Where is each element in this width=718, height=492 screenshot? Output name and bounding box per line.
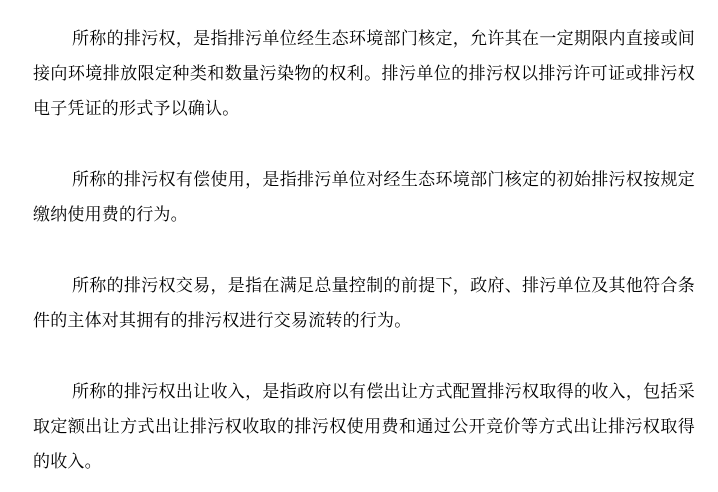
paragraph-definition-trading: 所称的排污权交易，是指在满足总量控制的前提下，政府、排污单位及其他符合条件的主体对其拥有的排污权进行交易流转的行为。: [33, 276, 695, 330]
paragraph-definition-paid-use: 所称的排污权有偿使用，是指排污单位对经生态环境部门核定的初始排污权按规定缴纳使用费的行为。: [33, 170, 695, 224]
paragraph-definition-discharge-right: 所称的排污权，是指排污单位经生态环境部门核定，允许其在一定期限内直接或间接向环境排放限定种类和数量污染物的权利。排污单位的排污权以排污许可证或排污权电子凭证的形式予以确认。: [33, 29, 695, 118]
paragraph-definition-transfer-income: 所称的排污权出让收入，是指政府以有偿出让方式配置排污权取得的收入，包括采取定额出让方式出让排污权收取的排污权使用费和通过公开竞价等方式出让排污权取得的收入。: [33, 382, 695, 471]
